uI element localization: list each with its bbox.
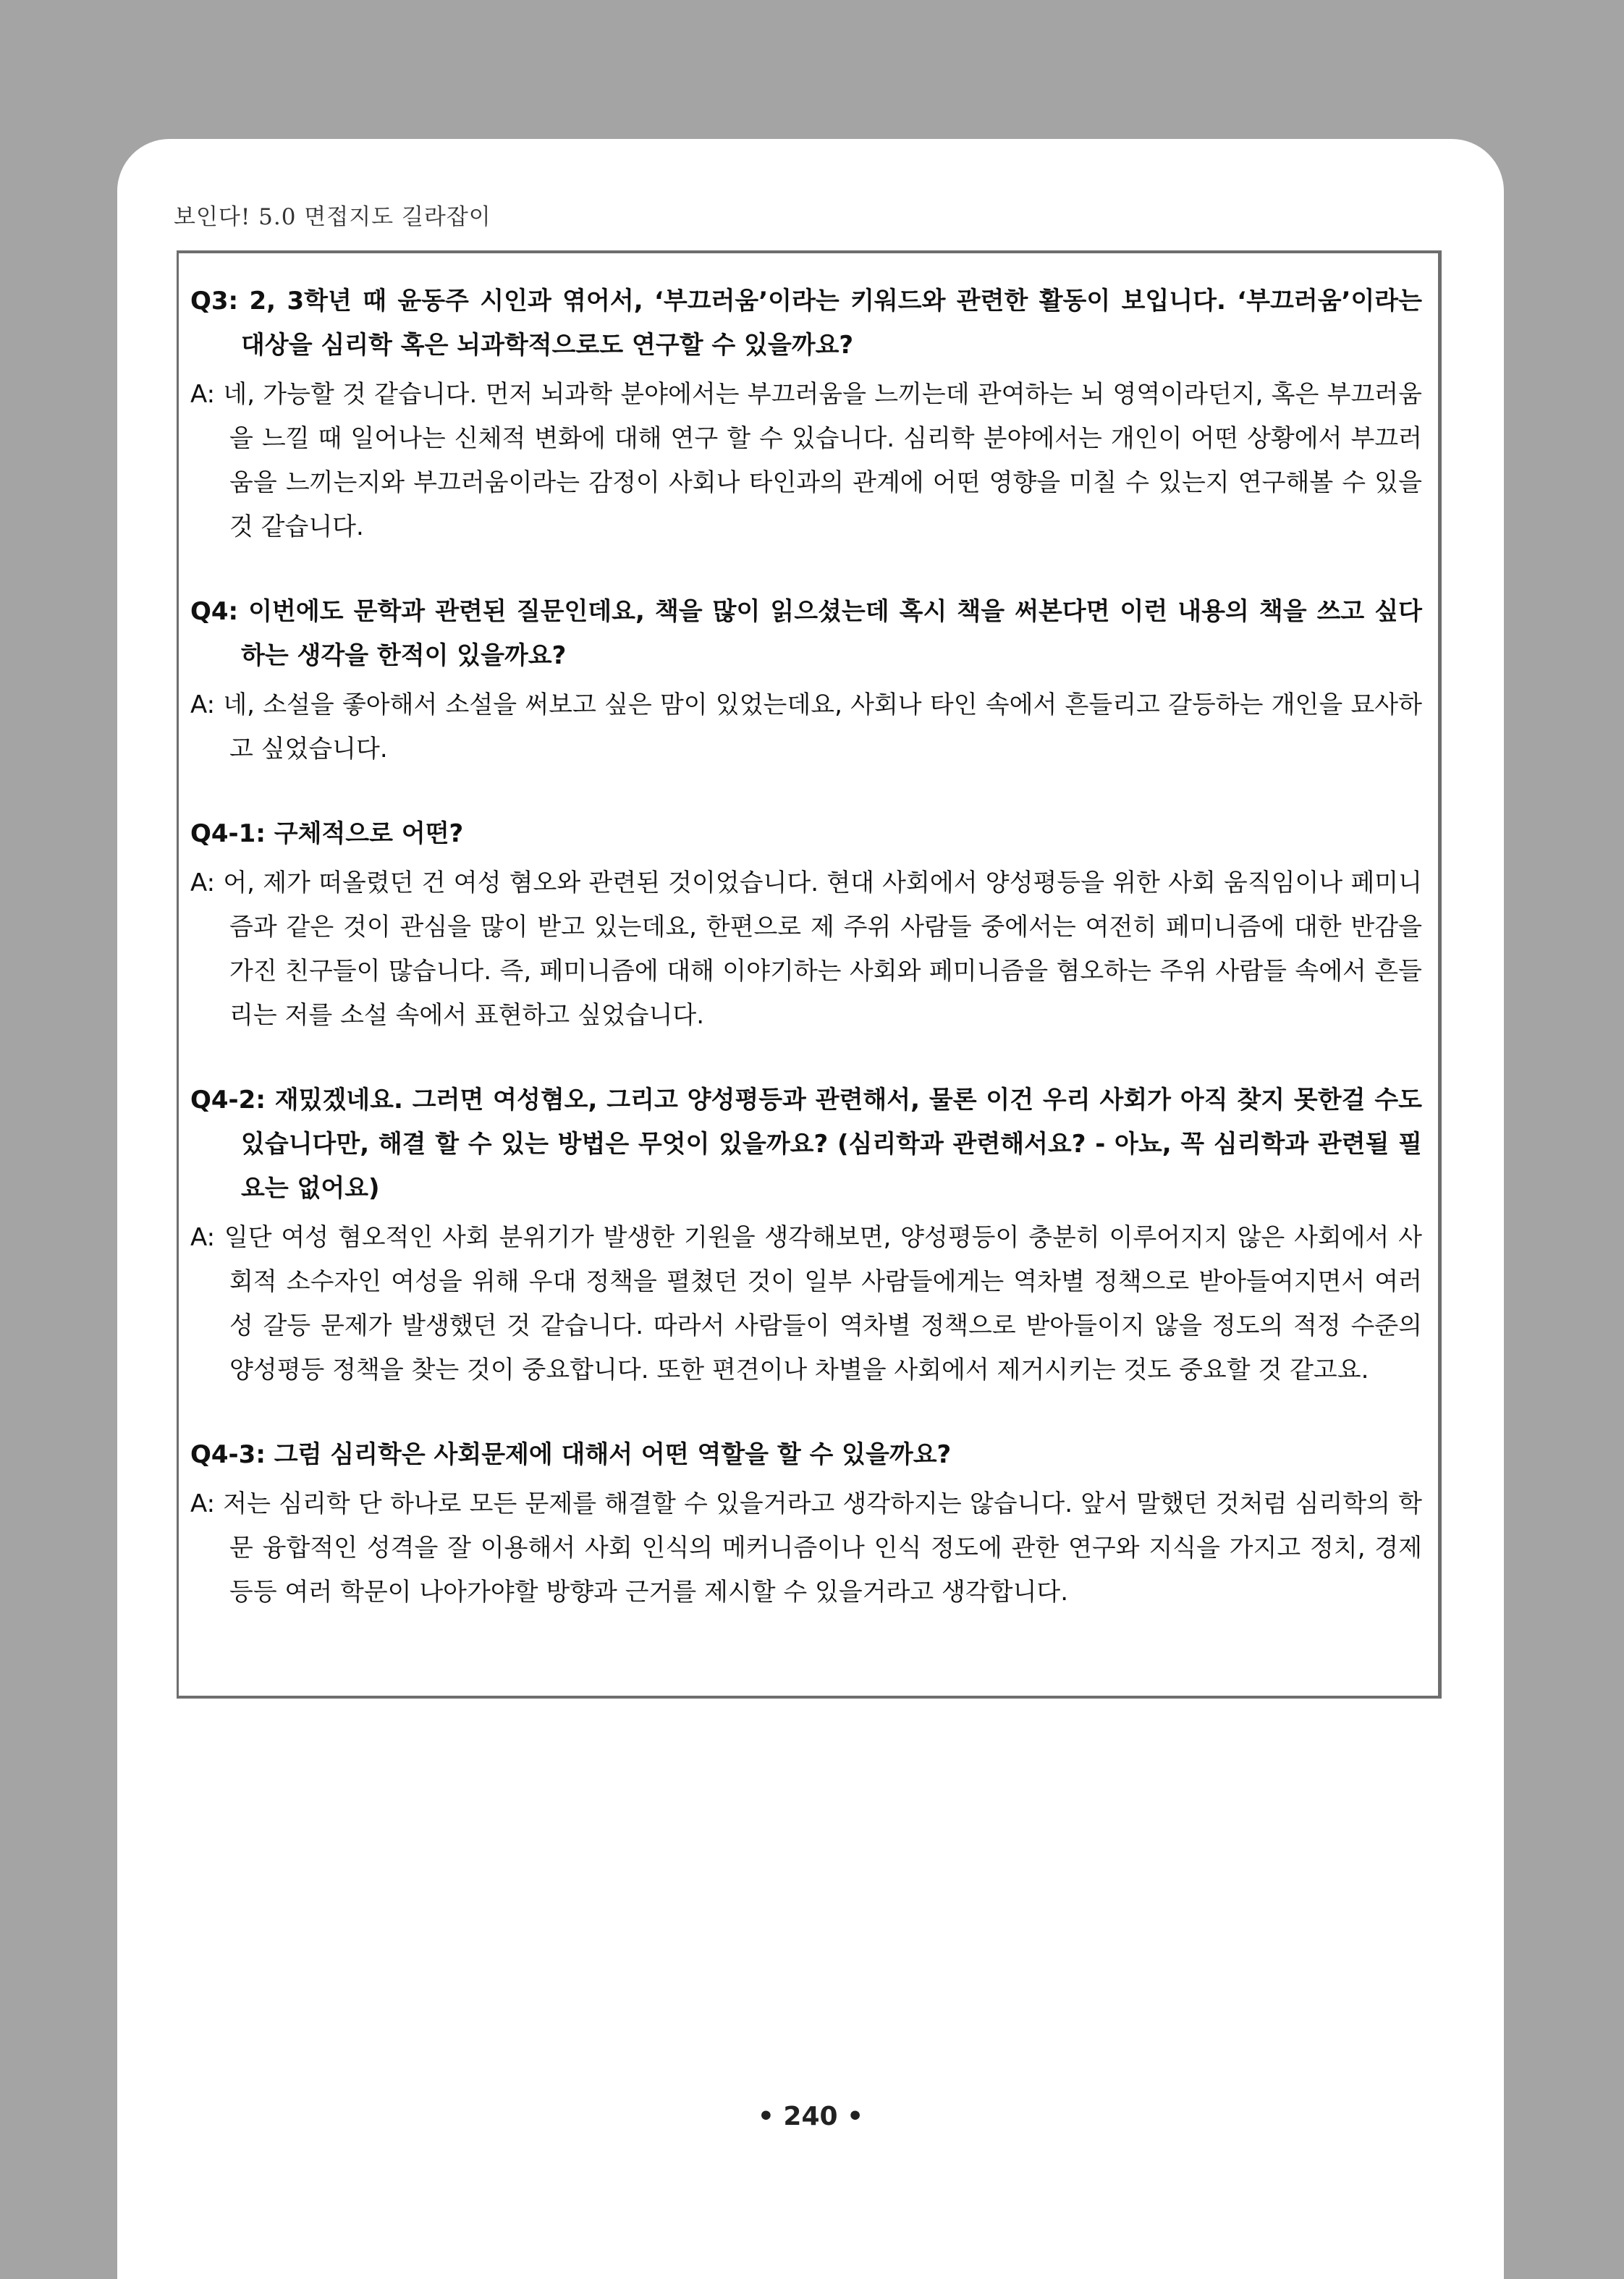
header-band-left bbox=[0, 397, 123, 410]
running-title: 보인다! 5.0 면접지도 길라잡이 bbox=[174, 204, 491, 230]
answer-text: A: 네, 가능할 것 같습니다. 먼저 뇌과학 분야에서는 부끄러움을 느끼는데 관여하는 뇌 영역이라던지, 혹은 부끄러움을 느낄 때 일어나는 신체적 변화에 대해 연구 할 수 있습니다. 심리학 분야에서는 개인이 어떤 상황에서 부끄러움을 느끼는지와 부끄러움이라는 감정이 사회나 타인과의 관계에 어떤 영향을 미칠 수 있는지 연구해볼 수 있을 것 같습니다. bbox=[190, 380, 1422, 541]
page-sheet bbox=[117, 139, 1504, 2279]
answer-text: A: 저는 심리학 단 하나로 모든 문제를 해결할 수 있을거라고 생각하지는 않습니다. 앞서 말했던 것처럼 심리학의 학문 융합적인 성격을 잘 이용해서 사회 인식의 메커니즘이나 인식 정도에 관한 연구와 지식을 가지고 정치, 경제 등등 여러 학문이 나아가야할 방향과 근거를 제시할 수 있을거라고 생각합니다. bbox=[190, 1489, 1422, 1607]
page-number: • 240 • bbox=[757, 2102, 864, 2131]
header-band-right bbox=[1505, 397, 1624, 410]
question-text: Q3: 2, 3학년 때 윤동주 시인과 엮어서, ‘부끄러움’이라는 키워드와 관련한 활동이 보입니다. ‘부끄러움’이라는 대상을 심리학 혹은 뇌과학적으로도 연구할 수 있을까요? bbox=[190, 287, 1422, 360]
qa-box bbox=[177, 250, 1442, 1699]
question-text: Q4-2: 재밌겠네요. 그러면 여성혐오, 그리고 양성평등과 관련해서, 물론 이건 우리 사회가 아직 찾지 못한걸 수도 있습니다만, 해결 할 수 있는 방법은 무엇이 있을까요? (심리학과 관련해서요? - 아뇨, 꼭 심리학과 관련될 필요는 없어요) bbox=[190, 1086, 1422, 1203]
answer-text: A: 일단 여성 혐오적인 사회 분위기가 발생한 기원을 생각해보면, 양성평등이 충분히 이루어지지 않은 사회에서 사회적 소수자인 여성을 위해 우대 정책을 펼쳤던 것이 일부 사람들에게는 역차별 정책으로 받아들여지면서 여러 성 갈등 문제가 발생했던 것 같습니다. 따라서 사람들이 역차별 정책으로 받아들이지 않을 정도의 적정 수준의 양성평등 정책을 찾는 것이 중요합니다. 또한 편견이나 차별을 사회에서 제거시키는 것도 중요할 것 같고요. bbox=[190, 1223, 1422, 1384]
question-text: Q4-1: 구체적으로 어떤? bbox=[190, 819, 464, 848]
answer-text: A: 네, 소설을 좋아해서 소설을 써보고 싶은 맘이 있었는데요, 사회나 타인 속에서 흔들리고 갈등하는 개인을 묘사하고 싶었습니다. bbox=[190, 690, 1422, 764]
qa-item-q4-1 bbox=[190, 812, 1422, 1038]
qa-item-q4-3 bbox=[190, 1433, 1422, 1615]
qa-item-q4 bbox=[190, 590, 1422, 771]
answer-text: A: 어, 제가 떠올렸던 건 여성 혐오와 관련된 것이었습니다. 현대 사회에서 양성평등을 위한 사회 움직임이나 페미니즘과 같은 것이 관심을 많이 받고 있는데요, 한편으로 제 주위 사람들 중에서는 여전히 페미니즘에 대한 반감을 가진 친구들이 많습니다. 즉, 페미니즘에 대해 이야기하는 사회와 페미니즘을 혐오하는 주위 사람들 속에서 흔들리는 저를 소설 속에서 표현하고 싶었습니다. bbox=[190, 868, 1422, 1030]
question-text: Q4: 이번에도 문학과 관련된 질문인데요, 책을 많이 읽으셨는데 혹시 책을 써본다면 이런 내용의 책을 쓰고 싶다 하는 생각을 한적이 있을까요? bbox=[190, 597, 1422, 670]
question-text: Q4-3: 그럼 심리학은 사회문제에 대해서 어떤 역할을 할 수 있을까요? bbox=[190, 1440, 952, 1469]
qa-item-q4-2 bbox=[190, 1078, 1422, 1392]
qa-item-q3 bbox=[190, 279, 1422, 549]
